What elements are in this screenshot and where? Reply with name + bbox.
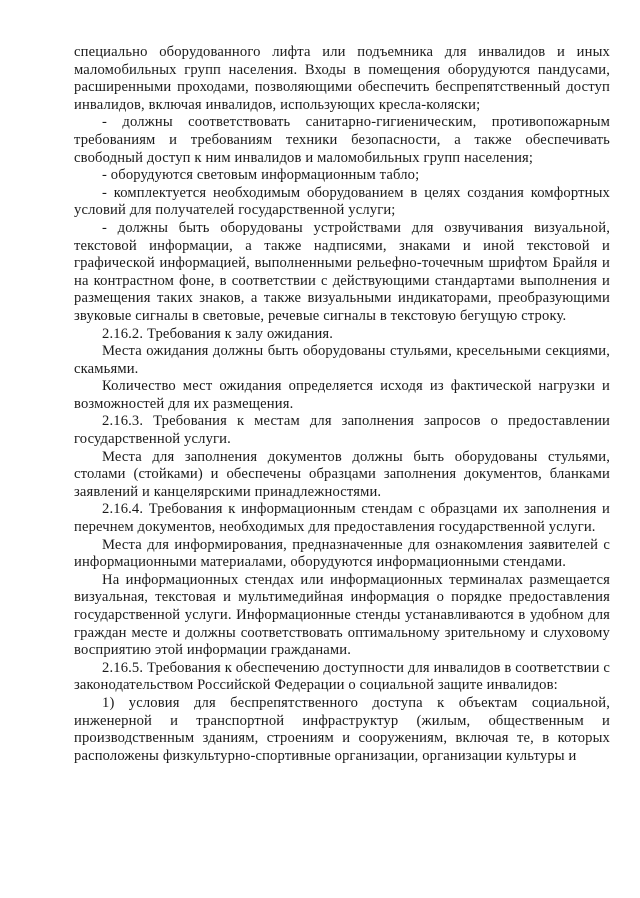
paragraph-sanitary-requirements: - должны соответствовать санитарно-гигиеническим, противопожарным требованиям и требованиям техники безопасности, а также обеспечивать свободный доступ к ним инвалидов и маломобильных групп населения; (74, 114, 610, 166)
paragraph-light-display: - оборудуются световым информационным табло; (102, 167, 420, 184)
section-heading-2-16-4: 2.16.4. Требования к информационным стендам с образцами их заполнения и перечнем документов, необходимых для предоставления государственной услуги. (74, 501, 610, 536)
paragraph-equipment-comfort: - комплектуется необходимым оборудованием в целях создания комфортных условий для получателей государственной услуги; (74, 184, 610, 219)
paragraph-info-places: Места для информирования, предназначенные для ознакомления заявителей с информационными материалами, оборудуются информационными стендами. (74, 536, 610, 571)
paragraph-info-stands: На информационных стендах или информационных терминалах размещается визуальная, текстовая и мультимедийная информация о порядке предоставления государственной услуги. Информационные стенды устанавливаются в удобном для граждан месте и должны соответствовать оптимальному зрительному и слуховому восприятию этой информации гражданами. (74, 571, 610, 659)
paragraph-audio-braille: - должны быть оборудованы устройствами для озвучивания визуальной, текстовой информации, а также надписями, знаками и иной текстовой и графической информацией, выполненными рельефно-точечным шрифтом Брайля и на контрастном фоне, в соответствии с действующими стандартами выполнения и размещения таких знаков, а также визуальными индикаторами, преобразующими звуковые сигналы в световые, речевые сигналы в текстовую бегущую строку. (74, 219, 610, 324)
paragraph-barrier-free-access: 1) условия для беспрепятственного доступа к объектам социальной, инженерной и транспортной инфраструктур (жилым, общественным и производственным зданиям, строениям и сооружениям, включая те, в которых расположены физкультурно-спортивные организации, организации культуры и (74, 694, 610, 764)
section-heading-2-16-5: 2.16.5. Требования к обеспечению доступности для инвалидов в соответствии с законодательством Российской Федерации о социальной защите инвалидов: (74, 659, 610, 694)
paragraph-entrance-equipment: специально оборудованного лифта или подъемника для инвалидов и иных маломобильных групп населения. Входы в помещения оборудуются пандусами, расширенными проходами, позволяющими обеспечить беспрепятственный доступ инвалидов, включая инвалидов, использующих кресла-коляски; (74, 44, 610, 113)
section-heading-2-16-3: 2.16.3. Требования к местам для заполнения запросов о предоставлении государственной услуги. (74, 413, 610, 448)
section-heading-2-16-2: 2.16.2. Требования к залу ожидания. (102, 325, 334, 342)
paragraph-waiting-count: Количество мест ожидания определяется исходя из фактической нагрузки и возможностей для их размещения. (74, 378, 610, 412)
paragraph-form-filling-places: Места для заполнения документов должны быть оборудованы стульями, столами (стойками) и обеспечены образцами заполнения документов, бланками заявлений и канцелярскими принадлежностями. (74, 448, 610, 500)
paragraph-waiting-seats: Места ожидания должны быть оборудованы стульями, кресельными секциями, скамьями. (74, 343, 610, 377)
